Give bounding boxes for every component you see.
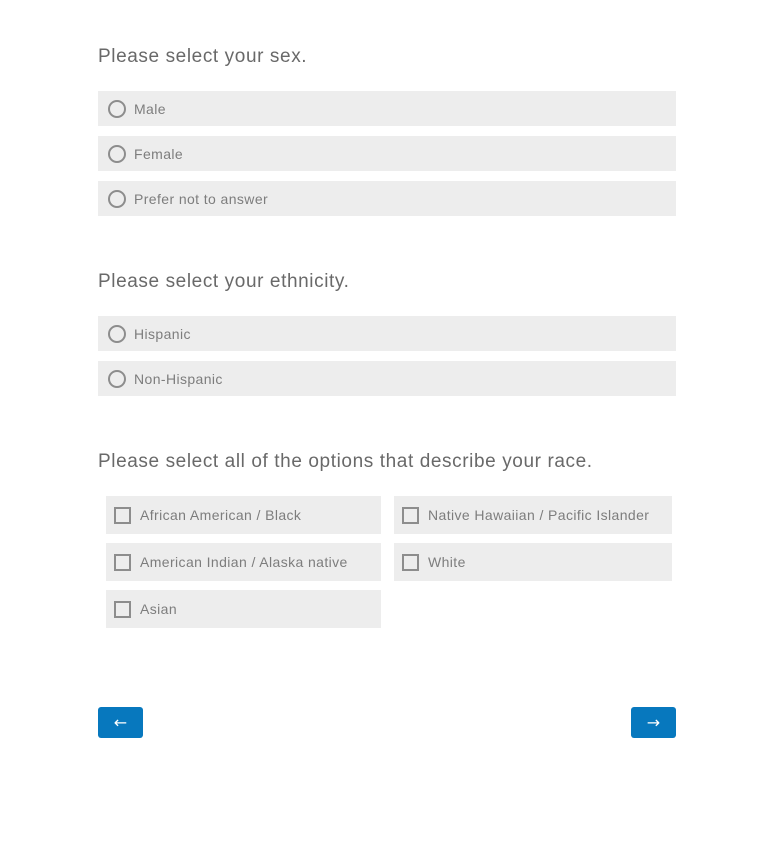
left-arrow-icon: ←: [113, 713, 128, 732]
option-label: American Indian / Alaska native: [140, 554, 348, 570]
radio-unchecked-icon[interactable]: [108, 325, 126, 343]
option-label: Hispanic: [134, 325, 191, 342]
radio-option-male[interactable]: [98, 91, 676, 126]
next-button[interactable]: [631, 707, 676, 738]
option-label: Non-Hispanic: [134, 370, 223, 387]
radio-option-prefer-not-to-answer[interactable]: [98, 181, 676, 216]
radio-option-female[interactable]: [98, 136, 676, 171]
radio-unchecked-icon[interactable]: [108, 370, 126, 388]
option-label: Native Hawaiian / Pacific Islander: [428, 507, 650, 523]
radio-option-non-hispanic[interactable]: [98, 361, 676, 396]
checkbox-unchecked-icon[interactable]: [114, 601, 131, 618]
checkbox-unchecked-icon[interactable]: [114, 554, 131, 571]
radio-unchecked-icon[interactable]: [108, 100, 126, 118]
question-ethnicity: [98, 271, 676, 396]
option-label: African American / Black: [140, 507, 302, 523]
survey-content: [98, 0, 676, 738]
checkbox-unchecked-icon[interactable]: [402, 554, 419, 571]
radio-unchecked-icon[interactable]: [108, 190, 126, 208]
option-label: White: [428, 554, 466, 570]
radio-option-hispanic[interactable]: [98, 316, 676, 351]
question-sex: [98, 46, 676, 216]
question-ethnicity-options: [98, 316, 676, 396]
race-options-column-2: [394, 496, 672, 637]
question-ethnicity-title: Please select your ethnicity.: [98, 271, 350, 292]
checkbox-option-white[interactable]: [394, 543, 672, 581]
question-race-title: Please select all of the options that describe your race.: [98, 451, 593, 472]
nav-bar: [98, 707, 676, 738]
race-options-column-1: [106, 496, 381, 637]
right-arrow-icon: →: [646, 713, 661, 732]
option-label: Male: [134, 100, 166, 117]
checkbox-unchecked-icon[interactable]: [114, 507, 131, 524]
radio-unchecked-icon[interactable]: [108, 145, 126, 163]
option-label: Prefer not to answer: [134, 190, 269, 207]
question-race-options: [98, 496, 676, 637]
checkbox-unchecked-icon[interactable]: [402, 507, 419, 524]
question-race: [98, 451, 676, 637]
checkbox-option-asian[interactable]: [106, 590, 381, 628]
checkbox-option-native-hawaiian-pacific-islander[interactable]: [394, 496, 672, 534]
checkbox-option-american-indian-alaska-native[interactable]: [106, 543, 381, 581]
option-label: Female: [134, 145, 184, 162]
back-button[interactable]: [98, 707, 143, 738]
option-label: Asian: [140, 601, 178, 617]
question-sex-options: [98, 91, 676, 216]
question-sex-title: Please select your sex.: [98, 46, 308, 67]
checkbox-option-african-american-black[interactable]: [106, 496, 381, 534]
